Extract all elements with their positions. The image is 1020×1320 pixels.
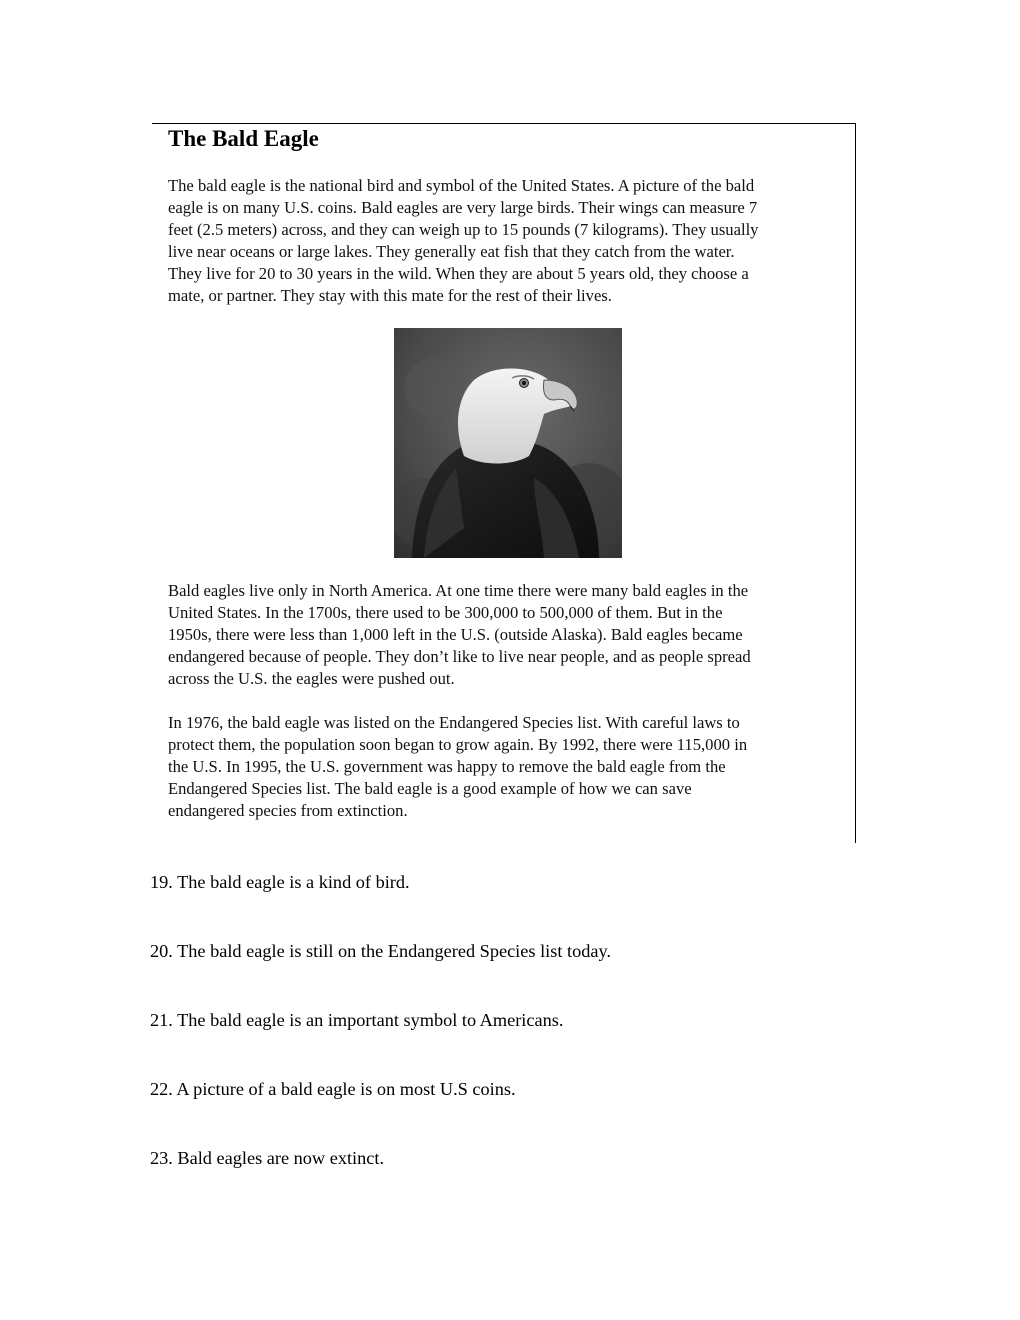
text-line: Endangered Species list. The bald eagle is a good example of how we can save	[168, 779, 692, 798]
text-line: protect them, the population soon began to grow again. By 1992, there were 115,000 in	[168, 735, 748, 754]
passage-title: The Bald Eagle	[168, 126, 319, 151]
text-line: United States. In the 1700s, there used to be 300,000 to 500,000 of them. But in the	[168, 603, 723, 622]
paragraph-intro	[168, 175, 858, 307]
text-line: eagle is on many U.S. coins. Bald eagles are very large birds. Their wings can measure 7	[168, 198, 758, 217]
paragraph-history	[168, 580, 858, 690]
question-19: 19. The bald eagle is a kind of bird.	[150, 872, 410, 892]
text-line: the U.S. In 1995, the U.S. government was happy to remove the bald eagle from the	[168, 757, 726, 776]
question-20: 20. The bald eagle is still on the Endangered Species list today.	[150, 941, 611, 961]
text-line: Bald eagles live only in North America. At one time there were many bald eagles in the	[168, 581, 749, 600]
question-22: 22. A picture of a bald eagle is on most U.S coins.	[150, 1079, 516, 1099]
text-line: live near oceans or large lakes. They generally eat fish that they catch from the water.	[168, 242, 735, 261]
text-line: The bald eagle is the national bird and symbol of the United States. A picture of the bald	[168, 176, 755, 195]
paragraph-recovery	[168, 712, 858, 822]
bald-eagle-photo	[394, 328, 622, 558]
text-line: 1950s, there were less than 1,000 left in the U.S. (outside Alaska). Bald eagles became	[168, 625, 743, 644]
text-line: endangered because of people. They don’t like to live near people, and as people spread	[168, 647, 751, 666]
text-line: across the U.S. the eagles were pushed out.	[168, 669, 455, 688]
text-line: feet (2.5 meters) across, and they can weigh up to 15 pounds (7 kilograms). They usually	[168, 220, 759, 239]
text-line: In 1976, the bald eagle was listed on the Endangered Species list. With careful laws to	[168, 713, 740, 732]
text-line: endangered species from extinction.	[168, 801, 408, 820]
text-line: mate, or partner. They stay with this mate for the rest of their lives.	[168, 286, 612, 305]
question-23: 23. Bald eagles are now extinct.	[150, 1148, 385, 1168]
text-line: They live for 20 to 30 years in the wild. When they are about 5 years old, they choose a	[168, 264, 749, 283]
question-21: 21. The bald eagle is an important symbol to Americans.	[150, 1010, 564, 1030]
